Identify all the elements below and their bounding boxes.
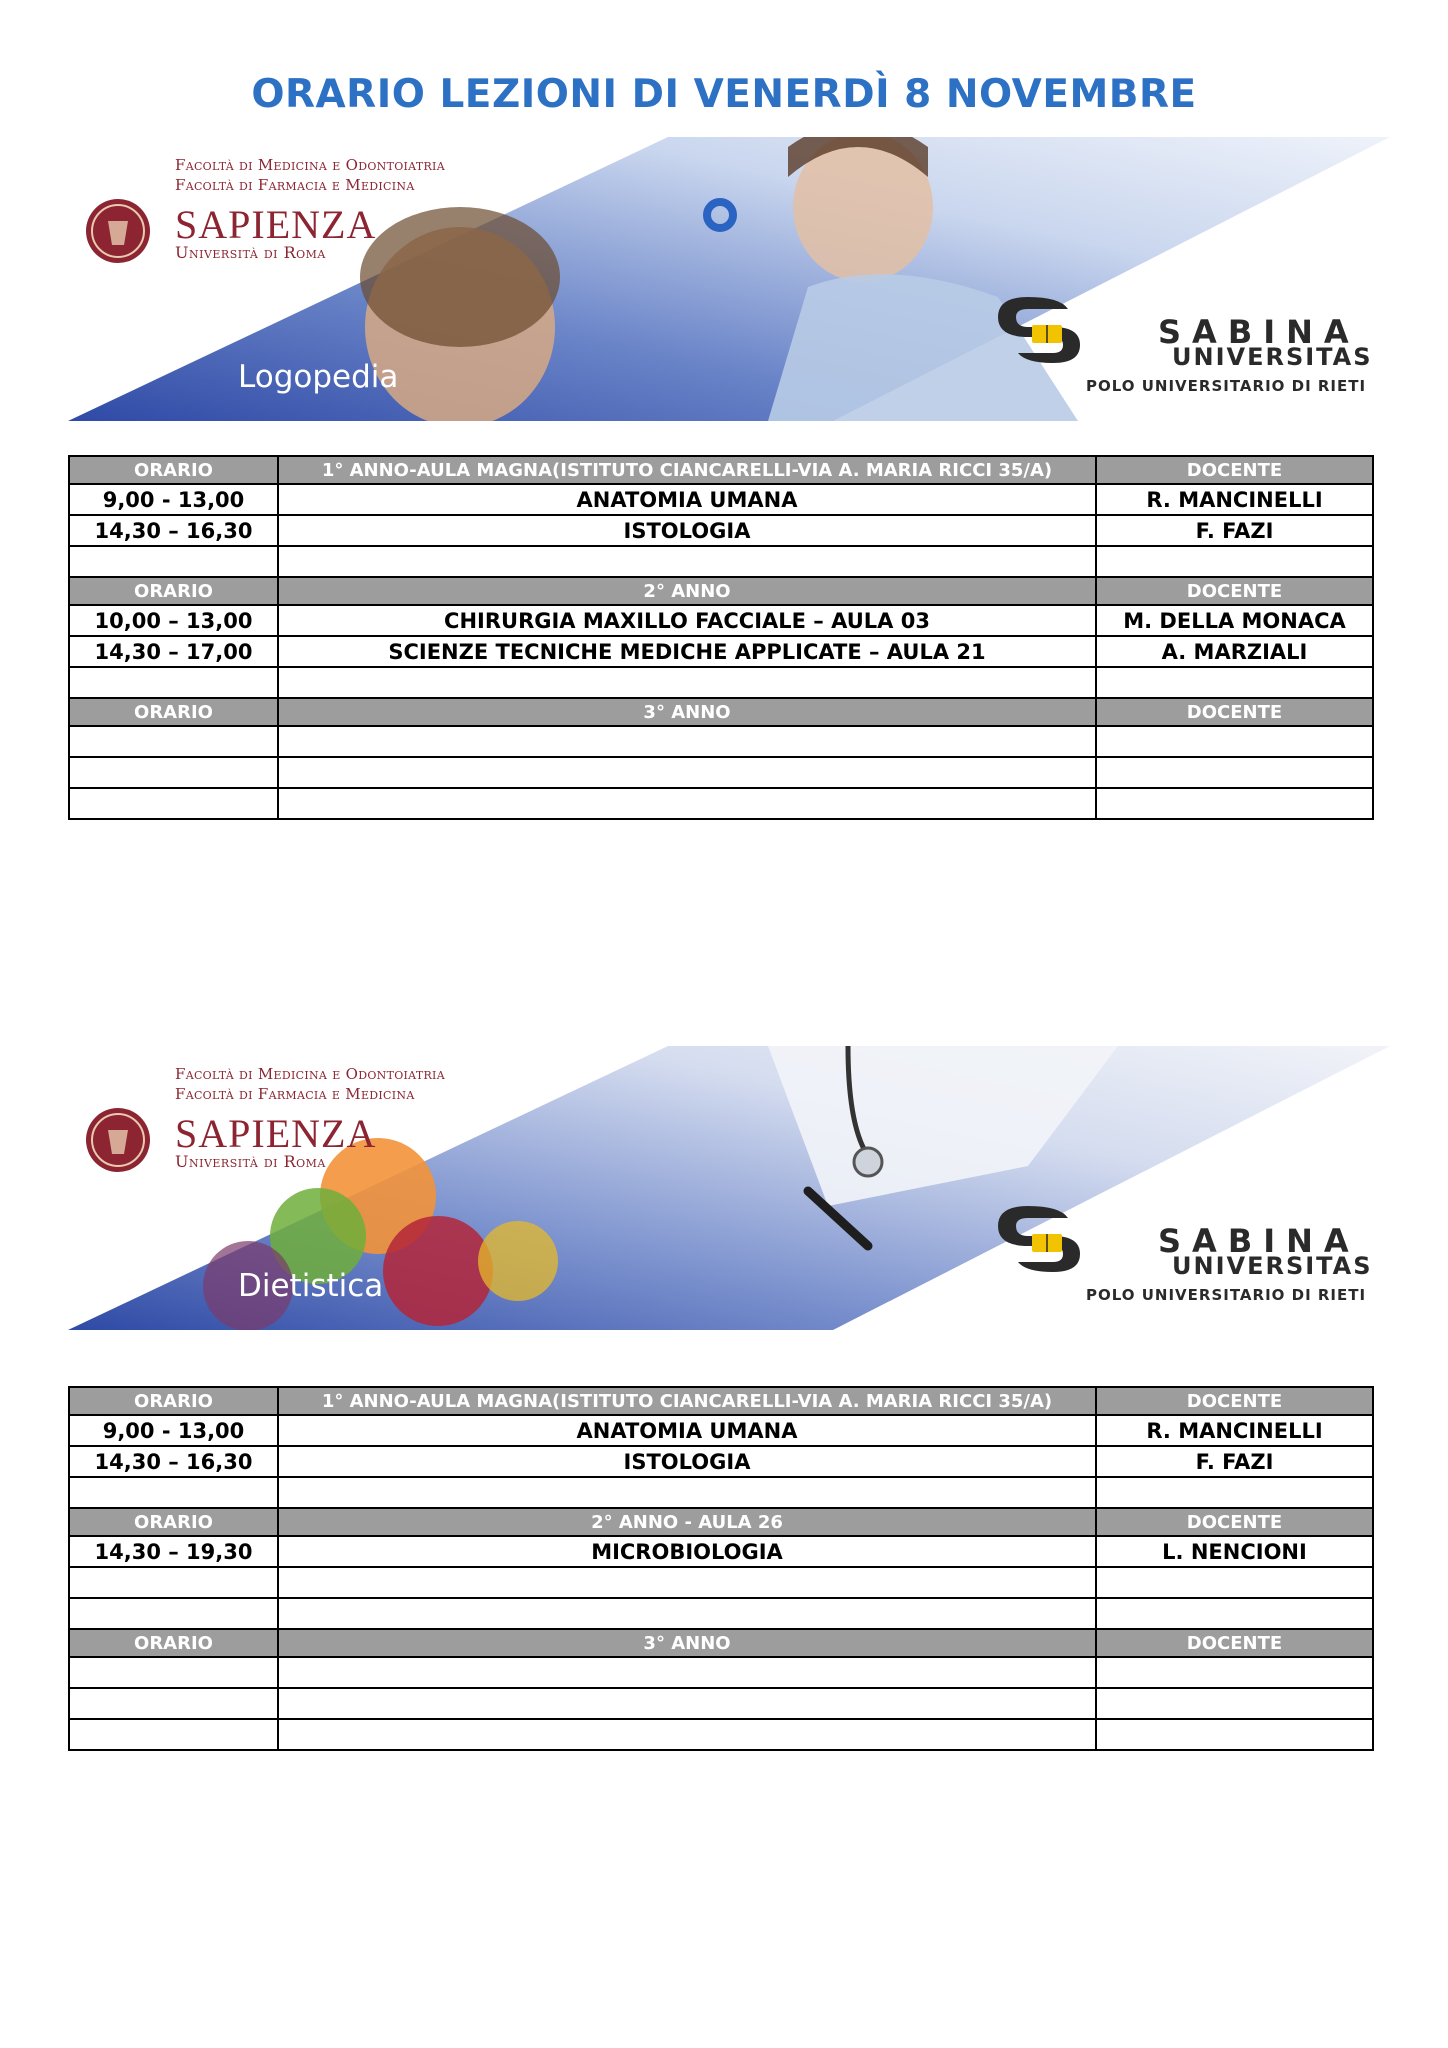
table-row	[69, 726, 1373, 757]
time-cell	[69, 757, 278, 788]
course-name: Dietistica	[238, 1268, 384, 1304]
time-cell	[69, 1688, 278, 1719]
teacher-cell	[1096, 757, 1373, 788]
schedule-table-dietistica	[68, 1386, 1374, 1751]
subject-cell: CHIRURGIA MAXILLO FACCIALE – AULA 03	[278, 605, 1096, 636]
teacher-cell	[1096, 1567, 1373, 1598]
header-cell: DOCENTE	[1096, 698, 1373, 726]
subject-cell	[278, 1657, 1096, 1688]
teacher-cell	[1096, 1719, 1373, 1750]
subject-cell	[278, 1477, 1096, 1508]
table-row	[69, 788, 1373, 819]
teacher-cell	[1096, 726, 1373, 757]
time-cell	[69, 1598, 278, 1629]
partner-subtitle: UNIVERSITAS	[1172, 1252, 1373, 1280]
header-cell: DOCENTE	[1096, 1629, 1373, 1657]
teacher-cell	[1096, 1598, 1373, 1629]
partner-name: SABINA	[1158, 1222, 1360, 1260]
table-row	[69, 1446, 1373, 1477]
teacher-cell: A. MARZIALI	[1096, 636, 1373, 667]
university-name: SAPIENZA	[175, 1111, 377, 1156]
banner-logopedia	[68, 137, 1390, 421]
header-cell: DOCENTE	[1096, 456, 1373, 484]
table-row	[69, 484, 1373, 515]
teacher-cell: L. NENCIONI	[1096, 1536, 1373, 1567]
table-header-row	[69, 698, 1373, 726]
teacher-cell	[1096, 546, 1373, 577]
time-cell	[69, 1477, 278, 1508]
header-cell: ORARIO	[69, 1387, 278, 1415]
time-cell	[69, 667, 278, 698]
subject-cell: ANATOMIA UMANA	[278, 1415, 1096, 1446]
table-row	[69, 515, 1373, 546]
time-cell: 10,00 – 13,00	[69, 605, 278, 636]
subject-cell	[278, 726, 1096, 757]
teacher-cell: R. MANCINELLI	[1096, 1415, 1373, 1446]
sabina-logo-icon	[998, 1206, 1080, 1272]
table-row	[69, 1598, 1373, 1629]
partner-tagline: POLO UNIVERSITARIO DI RIETI	[1086, 1286, 1367, 1304]
time-cell: 9,00 - 13,00	[69, 1415, 278, 1446]
faculty-line-2: Facoltà di Farmacia e Medicina	[175, 1085, 415, 1103]
table-row	[69, 605, 1373, 636]
teacher-cell	[1096, 667, 1373, 698]
partner-tagline: POLO UNIVERSITARIO DI RIETI	[1086, 377, 1367, 395]
time-cell	[69, 546, 278, 577]
university-name: SAPIENZA	[175, 202, 377, 247]
time-cell: 14,30 – 19,30	[69, 1536, 278, 1567]
time-cell	[69, 1567, 278, 1598]
partner-name: SABINA	[1158, 313, 1360, 351]
table-row	[69, 1688, 1373, 1719]
header-cell: 2° ANNO - AULA 26	[278, 1508, 1096, 1536]
header-cell: 1° ANNO-AULA MAGNA(ISTITUTO CIANCARELLI-VIA A. MARIA RICCI 35/A)	[278, 456, 1096, 484]
table-row	[69, 757, 1373, 788]
faculty-line-1: Facoltà di Medicina e Odontoiatria	[175, 156, 445, 174]
header-cell: ORARIO	[69, 1508, 278, 1536]
header-cell: DOCENTE	[1096, 1387, 1373, 1415]
time-cell: 14,30 – 17,00	[69, 636, 278, 667]
subject-cell	[278, 1719, 1096, 1750]
subject-cell	[278, 1688, 1096, 1719]
partner-subtitle: UNIVERSITAS	[1172, 343, 1373, 371]
teacher-cell	[1096, 1477, 1373, 1508]
university-subtitle: Università di Roma	[175, 1152, 326, 1171]
teacher-cell: R. MANCINELLI	[1096, 484, 1373, 515]
table-row	[69, 1719, 1373, 1750]
header-cell: ORARIO	[69, 698, 278, 726]
teacher-cell: M. DELLA MONACA	[1096, 605, 1373, 636]
header-cell: ORARIO	[69, 1629, 278, 1657]
table-row	[69, 1477, 1373, 1508]
subject-cell	[278, 667, 1096, 698]
subject-cell	[278, 757, 1096, 788]
time-cell: 14,30 – 16,30	[69, 1446, 278, 1477]
university-subtitle: Università di Roma	[175, 243, 326, 262]
subject-cell	[278, 1567, 1096, 1598]
table-header-row	[69, 1508, 1373, 1536]
page-title: ORARIO LEZIONI DI VENERDÌ 8 NOVEMBRE	[251, 72, 1197, 117]
subject-cell: ISTOLOGIA	[278, 515, 1096, 546]
time-cell	[69, 726, 278, 757]
subject-cell	[278, 788, 1096, 819]
time-cell: 14,30 – 16,30	[69, 515, 278, 546]
header-cell: 1° ANNO-AULA MAGNA(ISTITUTO CIANCARELLI-VIA A. MARIA RICCI 35/A)	[278, 1387, 1096, 1415]
faculty-line-2: Facoltà di Farmacia e Medicina	[175, 176, 415, 194]
teacher-cell	[1096, 1657, 1373, 1688]
subject-cell	[278, 546, 1096, 577]
teacher-cell	[1096, 1688, 1373, 1719]
teacher-cell	[1096, 788, 1373, 819]
header-cell: DOCENTE	[1096, 1508, 1373, 1536]
time-cell	[69, 1719, 278, 1750]
header-cell: 3° ANNO	[278, 698, 1096, 726]
faculty-line-1: Facoltà di Medicina e Odontoiatria	[175, 1065, 445, 1083]
subject-cell: SCIENZE TECNICHE MEDICHE APPLICATE – AULA 21	[278, 636, 1096, 667]
table-row	[69, 1657, 1373, 1688]
table-row	[69, 1536, 1373, 1567]
teacher-cell: F. FAZI	[1096, 1446, 1373, 1477]
table-header-row	[69, 1629, 1373, 1657]
subject-cell: ANATOMIA UMANA	[278, 484, 1096, 515]
teacher-cell: F. FAZI	[1096, 515, 1373, 546]
schedule-table-logopedia	[68, 455, 1374, 820]
table-row	[69, 636, 1373, 667]
table-header-row	[69, 577, 1373, 605]
header-cell: 3° ANNO	[278, 1629, 1096, 1657]
header-cell: ORARIO	[69, 456, 278, 484]
table-row	[69, 1415, 1373, 1446]
table-row	[69, 667, 1373, 698]
subject-cell: MICROBIOLOGIA	[278, 1536, 1096, 1567]
header-cell: 2° ANNO	[278, 577, 1096, 605]
subject-cell: ISTOLOGIA	[278, 1446, 1096, 1477]
course-name: Logopedia	[238, 359, 399, 395]
table-row	[69, 546, 1373, 577]
time-cell: 9,00 - 13,00	[69, 484, 278, 515]
banner-dietistica	[68, 1046, 1390, 1330]
time-cell	[69, 788, 278, 819]
subject-cell	[278, 1598, 1096, 1629]
table-row	[69, 1567, 1373, 1598]
header-cell: ORARIO	[69, 577, 278, 605]
header-cell: DOCENTE	[1096, 577, 1373, 605]
table-header-row	[69, 1387, 1373, 1415]
time-cell	[69, 1657, 278, 1688]
table-header-row	[69, 456, 1373, 484]
